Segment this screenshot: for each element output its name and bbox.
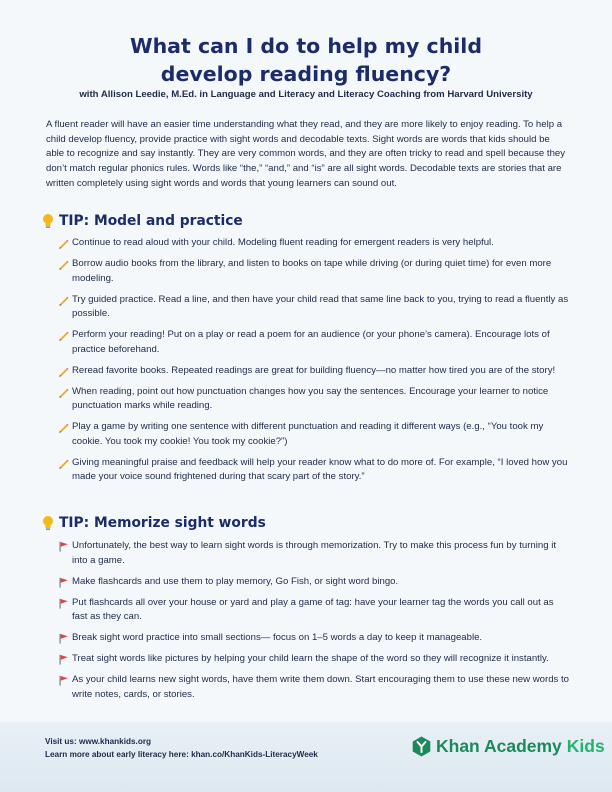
tip1-item-text: Borrow audio books from the library, and listen to books on tape while driving (or during quiet time) for even more modeling.	[72, 258, 552, 284]
tip1-heading	[42, 213, 243, 229]
pencil-icon	[58, 422, 69, 433]
pencil-icon	[58, 387, 69, 398]
list-item	[58, 257, 570, 286]
list-item	[58, 364, 570, 379]
footer-links	[45, 735, 318, 761]
flag-icon	[58, 675, 69, 686]
flag-icon	[58, 541, 69, 552]
logo-kids-text: Kids	[566, 736, 605, 756]
tip1-item-text: Play a game by writing one sentence with different punctuation and reading it different ways (e.g., “You took my cookie. You took my cookie! You took my cookie?”)	[72, 421, 544, 447]
tip2-item-text: Break sight word practice into small sections— focus on 1–5 words a day to keep it manageable.	[72, 632, 483, 643]
flag-icon	[58, 633, 69, 644]
flag-icon	[58, 577, 69, 588]
tip1-item-text: Perform your reading! Put on a play or read a poem for an audience (or your phone’s camera). Encourage lots of practice beforehand.	[72, 329, 550, 355]
list-item	[58, 596, 570, 625]
flag-icon	[58, 654, 69, 665]
intro-paragraph: A fluent reader will have an easier time understanding what they read, and they are more likely to enjoy reading. To help a child develop fluency, provide practice with sight words and decodable texts. Sight words are words that kids should be able to recognize and say instantly. They are very common words, and they are often tricky to read and spell because they don’t match regular phonics rules. Words like “the,” “and,” and “is” are all sight words. Decodable texts are stories that are written completely using sight words and words that young learners can sound out.	[46, 119, 566, 189]
list-item	[58, 385, 570, 414]
footer-visit-link[interactable]: Visit us: www.khankids.org	[45, 737, 152, 746]
tip1-item-text: Reread favorite books. Repeated readings are great for building fluency—no matter how tired you are of the story!	[72, 364, 556, 376]
pencil-icon	[58, 295, 69, 306]
pencil-icon	[58, 330, 69, 341]
tip2-item-text: As your child learns new sight words, have them write them down. Start encouraging them to use these new words to write notes, cards, or stories.	[72, 674, 569, 700]
tip1-list	[58, 236, 570, 485]
pencil-icon	[58, 238, 69, 249]
list-item	[58, 673, 570, 702]
list-item	[58, 328, 570, 357]
list-item	[58, 236, 570, 251]
list-item	[58, 631, 570, 646]
tip2-heading-text: TIP: Memorize sight words	[59, 515, 266, 531]
list-item	[58, 575, 570, 590]
pencil-icon	[58, 259, 69, 270]
list-item	[58, 420, 570, 449]
tip2-item-text: Treat sight words like pictures by helping your child learn the shape of the word so they will recognize it instantly.	[72, 653, 549, 664]
tip1-item-text: When reading, point out how punctuation changes how you say the sentences. Encourage your learner to notice punctuation marks while reading.	[72, 385, 549, 411]
list-item	[58, 456, 570, 485]
logo-brand-text: Khan Academy	[436, 736, 562, 756]
page-title	[0, 32, 612, 88]
khan-hexagon-icon	[412, 736, 431, 757]
title-line-1: What can I do to help my child	[129, 34, 483, 58]
footer-learn-more-link[interactable]: Learn more about early literacy here: khan.co/KhanKids-LiteracyWeek	[45, 750, 318, 759]
tip1-item-text: Try guided practice. Read a line, and then have your child read that same line back to you, trying to read a fluently as possible.	[72, 293, 569, 319]
tip2-item-text: Unfortunately, the best way to learn sight words is through memorization. Try to make this process fun by turning it into a game.	[72, 540, 556, 566]
tip1-item-text: Continue to read aloud with your child. Modeling fluent reading for emergent readers is very helpful.	[72, 237, 494, 248]
tip2-heading	[42, 515, 266, 531]
khan-academy-kids-logo[interactable]	[412, 736, 605, 757]
list-item	[58, 539, 570, 568]
flag-icon	[58, 598, 69, 609]
pencil-icon	[58, 366, 69, 377]
list-item	[58, 293, 570, 322]
pencil-icon	[58, 458, 69, 469]
tip2-list	[58, 539, 570, 702]
list-item	[58, 652, 570, 667]
tip2-item-text: Make flashcards and use them to play memory, Go Fish, or sight word bingo.	[72, 575, 399, 587]
lightbulb-icon	[42, 515, 54, 531]
tip2-item-text: Put flashcards all over your house or yard and play a game of tag: have your learner tag the words you call out as fast as they can.	[72, 596, 554, 622]
lightbulb-icon	[42, 213, 54, 229]
title-line-2: develop reading fluency?	[160, 62, 452, 86]
tip1-heading-text: TIP: Model and practice	[59, 213, 243, 229]
author-subtitle: with Allison Leedie, M.Ed. in Language and Literacy and Literacy Coaching from Harvard University	[79, 89, 533, 100]
tip1-item-text: Giving meaningful praise and feedback will help your reader know what to do more of. For example, “I loved how you made your voice sound frightened during that scary part of the story.”	[72, 456, 568, 482]
